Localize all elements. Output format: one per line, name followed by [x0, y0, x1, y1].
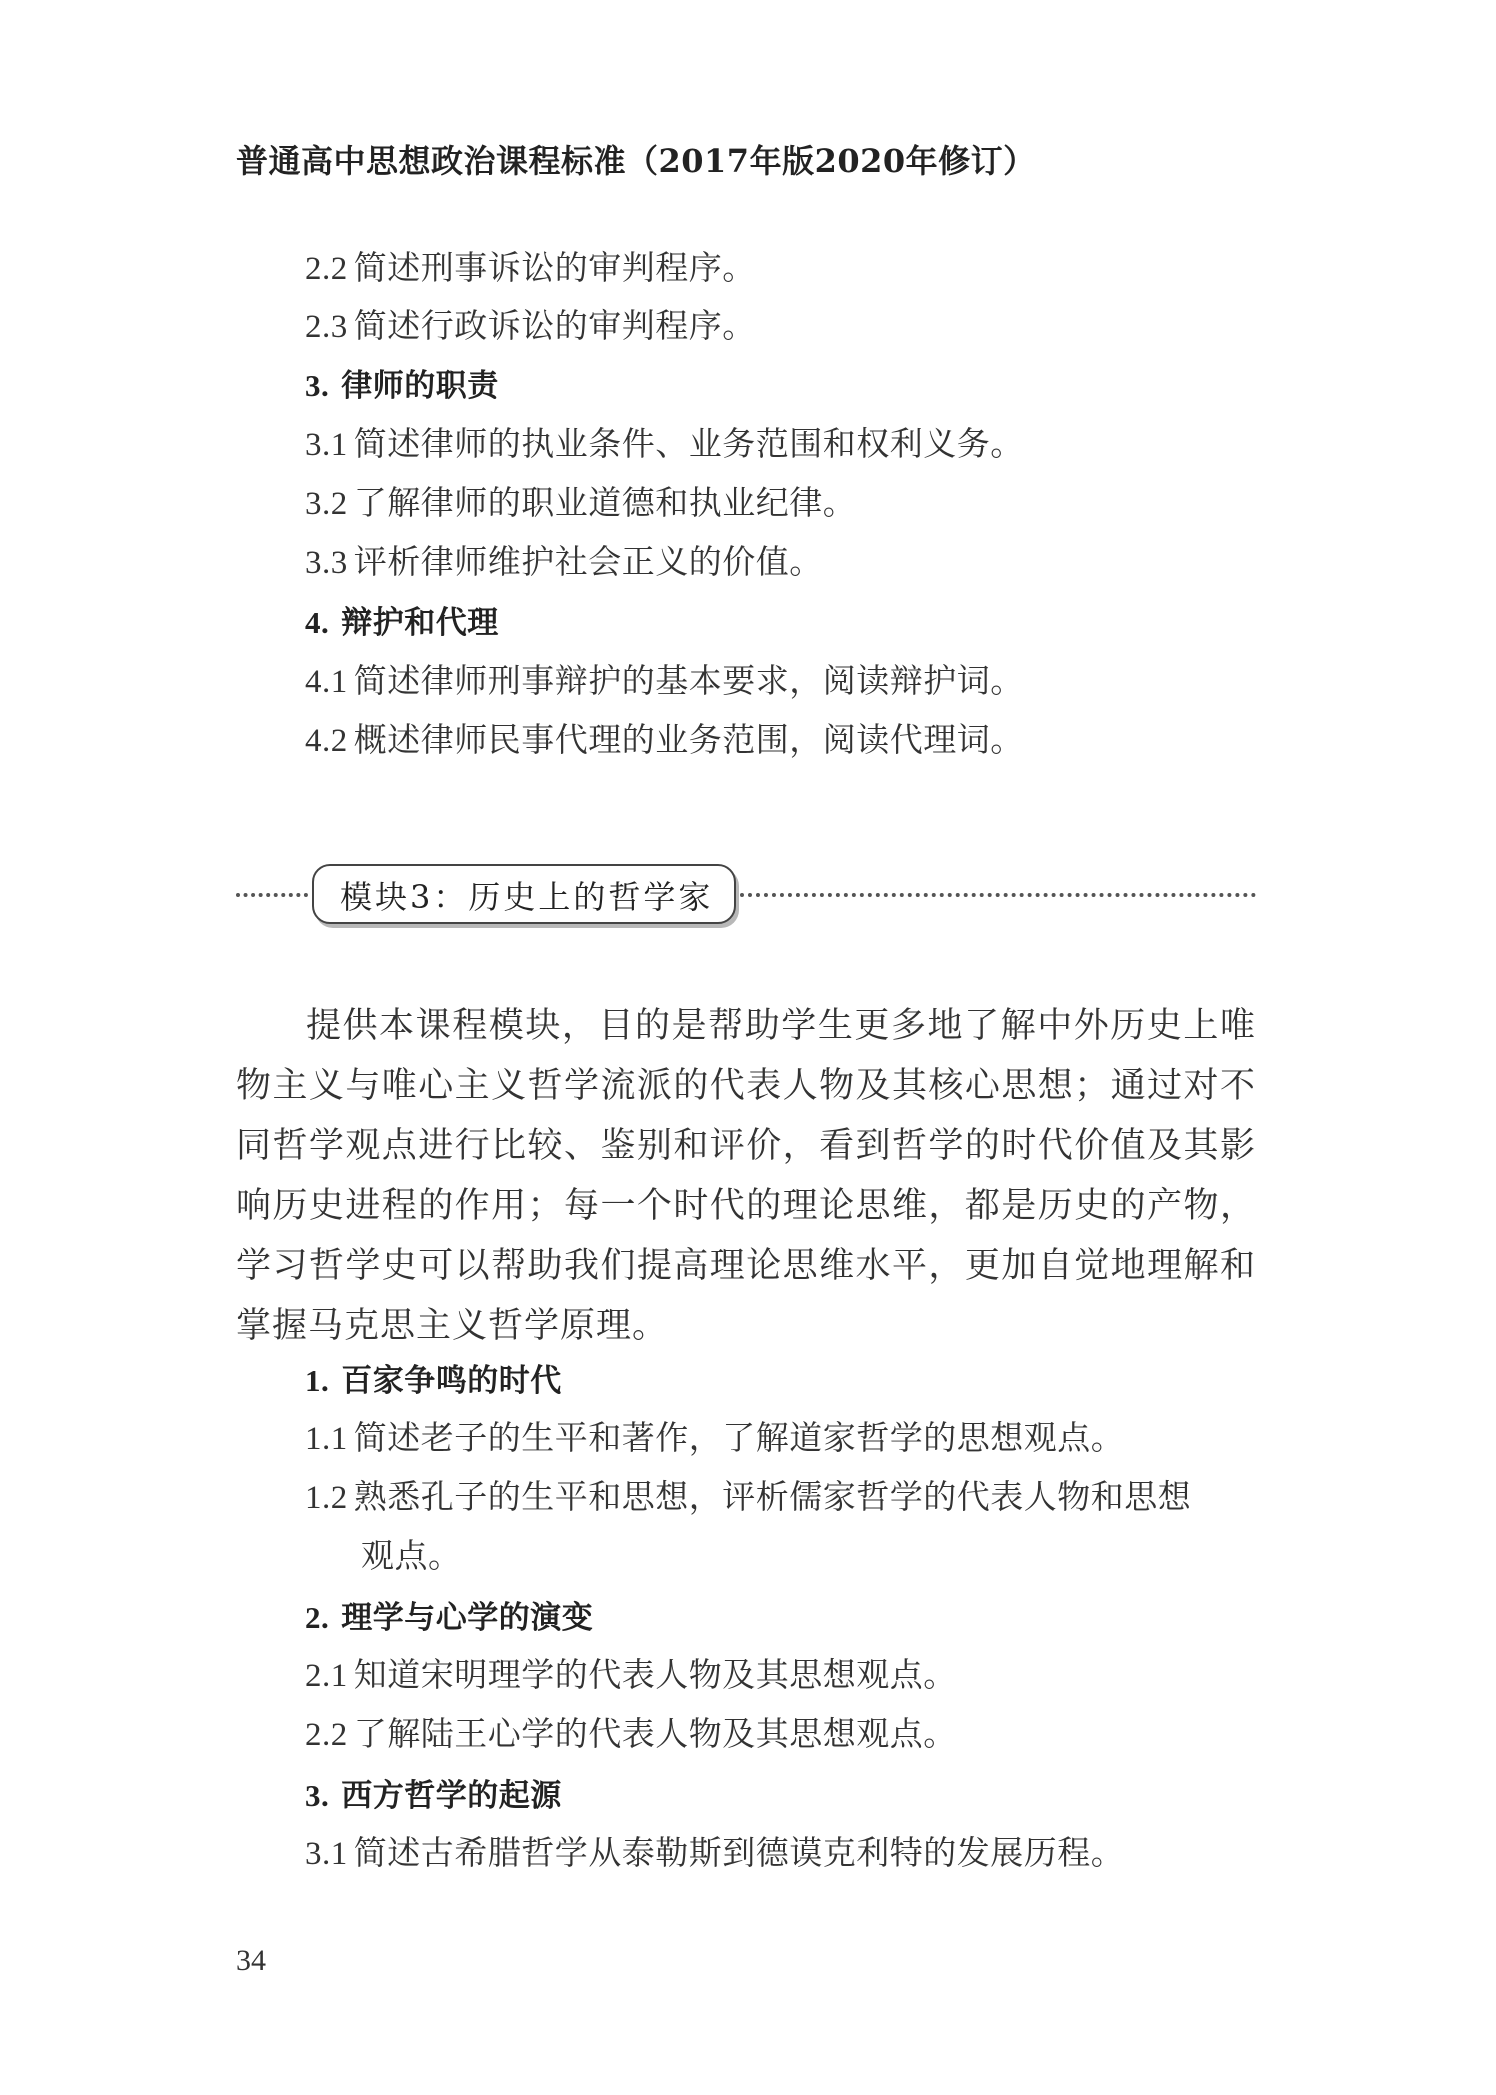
item-text: 了解律师的职业道德和执业纪律。 — [353, 483, 857, 522]
section-heading — [305, 1355, 562, 1400]
item-number: 2.2 — [305, 251, 348, 287]
section-heading — [305, 597, 499, 642]
heading-number: 2. — [305, 1600, 330, 1635]
item-number: 3.2 — [305, 486, 348, 522]
item-text: 简述律师的执业条件、业务范围和权利义务。 — [353, 424, 1024, 463]
dotted-rule-left — [236, 893, 308, 897]
item-number: 3.1 — [305, 1836, 348, 1872]
heading-text: 理学与心学的演变 — [341, 1600, 594, 1636]
item-text: 知道宋明理学的代表人物及其思想观点。 — [353, 1655, 957, 1694]
dotted-rule-right — [740, 893, 1256, 897]
module-title: 模块3：历史上的哲学家 — [340, 878, 714, 916]
heading-text: 百家争鸣的时代 — [341, 1363, 562, 1399]
item-number: 4.1 — [305, 664, 348, 700]
heading-number: 4. — [305, 605, 330, 640]
item-text: 简述刑事诉讼的审判程序。 — [353, 248, 756, 287]
item-number: 2.1 — [305, 1658, 348, 1694]
list-item — [305, 1412, 1124, 1459]
list-item — [305, 1827, 1124, 1874]
list-item — [305, 536, 823, 583]
section-heading — [305, 1770, 562, 1815]
item-number: 3.1 — [305, 427, 348, 463]
page-number: 34 — [236, 1944, 266, 1977]
item-text: 简述老子的生平和著作，了解道家哲学的思想观点。 — [353, 1418, 1125, 1457]
module-banner — [236, 862, 1256, 928]
item-number: 2.3 — [305, 309, 348, 345]
list-item — [305, 300, 756, 347]
intro-paragraph: 提供本课程模块，目的是帮助学生更多地了解中外历史上唯物主义与唯心主义哲学流派的代表人物及其核心思想；通过对不同哲学观点进行比较、鉴别和评价，看到哲学的时代价值及其影响历史进程的作用；每一个时代的理论思维，都是历史的产物，学习哲学史可以帮助我们提高理论思维水平，更加自觉地理解和掌握马克思主义哲学原理。 — [236, 1006, 1256, 1346]
item-text: 了解陆王心学的代表人物及其思想观点。 — [353, 1714, 957, 1753]
list-item — [305, 1471, 1191, 1518]
list-item — [305, 1649, 957, 1696]
item-number: 1.2 — [305, 1480, 348, 1516]
list-item-continuation: 观点。 — [361, 1536, 462, 1575]
item-number: 2.2 — [305, 1717, 348, 1753]
item-text: 简述古希腊哲学从泰勒斯到德谟克利特的发展历程。 — [353, 1833, 1125, 1872]
item-number: 3.3 — [305, 545, 348, 581]
heading-text: 律师的职责 — [341, 368, 499, 404]
heading-text: 辩护和代理 — [341, 605, 499, 641]
section-heading — [305, 1592, 593, 1637]
item-text: 简述行政诉讼的审判程序。 — [353, 306, 756, 345]
item-text: 熟悉孔子的生平和思想，评析儒家哲学的代表人物和思想 — [353, 1477, 1192, 1516]
section-heading — [305, 360, 499, 405]
item-number: 4.2 — [305, 723, 348, 759]
list-item — [305, 477, 856, 524]
running-header: 普通高中思想政治课程标准（2017年版2020年修订） — [236, 142, 1036, 180]
heading-text: 西方哲学的起源 — [341, 1778, 562, 1814]
heading-number: 1. — [305, 1363, 330, 1398]
list-item — [305, 1708, 957, 1755]
item-text: 概述律师民事代理的业务范围，阅读代理词。 — [353, 720, 1024, 759]
heading-number: 3. — [305, 1778, 330, 1813]
list-item — [305, 242, 756, 289]
list-item — [305, 655, 1024, 702]
list-item — [305, 418, 1024, 465]
item-text: 评析律师维护社会正义的价值。 — [353, 542, 823, 581]
list-item — [305, 714, 1024, 761]
item-text: 简述律师刑事辩护的基本要求，阅读辩护词。 — [353, 661, 1024, 700]
item-number: 1.1 — [305, 1421, 348, 1457]
heading-number: 3. — [305, 368, 330, 403]
